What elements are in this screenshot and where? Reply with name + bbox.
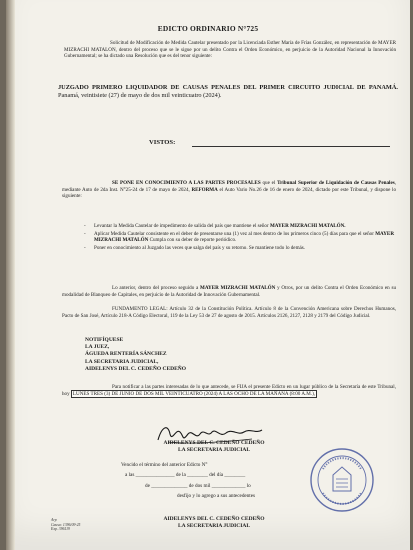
- list-item: [82, 245, 394, 252]
- file-reference: [51, 518, 80, 532]
- intro-text: Solicitud de Modificación de Medida Cautelar presentado por la Licenciada Esther María de Frías González, en representación de MAYER MIZRACHI MATALON, dentro del proceso que se le sigue por un delito Contra el Orden Económico, en perjuicio de la Autoridad Nacional la Innovación Gubernamental; se ha dictado una Resolución que es del tenor siguiente:: [64, 40, 396, 60]
- list-item: [82, 223, 394, 230]
- process-paragraph: [62, 285, 396, 298]
- secretary-name: AIDELENYS DEL C. CEDEÑO CEDEÑO: [163, 440, 265, 446]
- signature-block: [85, 337, 186, 373]
- expiry-line-3: de ______________ de dos mil _____________ lo: [145, 482, 251, 489]
- court-heading: [58, 84, 398, 99]
- secretary-name: AIDELENYS DEL C. CEDEÑO CEDEÑO: [85, 365, 187, 372]
- secretary-name: AIDELENYS DEL C. CEDEÑO CEDEÑO: [163, 516, 265, 522]
- file-number: Exp. 396119: [51, 527, 70, 532]
- secretary-title: LA SECRETARIA JUDICIAL: [177, 523, 251, 529]
- posting-date: LUNES TRES (3) DE JUNIO DE DOS MIL VEINTICUATRO (2024) A LAS OCHO DE LA MAÑANA (8:00 A.M.),: [72, 391, 316, 398]
- judge-name: ÁGUEDA RENTERÍA SÁNCHEZ: [85, 351, 167, 358]
- list-item-name: MAYER MIZRACHI MATALÓN: [94, 230, 394, 243]
- expiry-line-2: a las _______________ de la ________ del día ________: [125, 472, 246, 479]
- judge-title: LA JUEZ,: [85, 344, 110, 351]
- expiry-line-1: Vencido el término del anterior Edicto N°: [121, 462, 208, 468]
- vistos-heading: VISTOS:: [149, 139, 176, 146]
- expiry-line-4: desfijo y lo agrego a sus antecedentes: [177, 493, 256, 500]
- case-number: Causa: 1396/09-25: [51, 522, 81, 527]
- notice-text-1: que el: [260, 180, 278, 186]
- process-text-1: Lo anterior, dentro del proceso seguido a: [112, 285, 201, 291]
- document-page: [6, 0, 410, 550]
- secretary-signature-1: [134, 440, 294, 454]
- legal-basis-paragraph: [62, 306, 396, 319]
- list-item-text: Poner en conocimiento al Juzgado las veces que salga del país y su retorno. Se mantiene todo lo demás.: [94, 244, 306, 251]
- secretary-title: LA SECRETARIA JUDICIAL,: [85, 358, 159, 365]
- dispositions-list: [82, 223, 394, 252]
- court-seal-stamp: [309, 447, 375, 513]
- tribunal-name: Tribunal Superior de Liquidación de Causas Penales: [277, 180, 395, 186]
- list-item-text: Levantar la Medida Cautelar de impedimento de salida del país que mantiene el señor: [94, 223, 270, 229]
- vistos-rule: [192, 146, 390, 147]
- defendant-name: MAYER MIZRACHI MATALÓN: [200, 285, 276, 291]
- edict-title: EDICTO ORDINARIO N°725: [157, 24, 259, 33]
- reforma-word: REFORMA: [191, 186, 218, 193]
- intro-paragraph: [64, 40, 396, 60]
- notice-lead: SE PONE EN CONOCIMIENTO A LAS PARTES PROCESALES: [112, 180, 261, 186]
- notice-text-3: el Auto Vario No.26 de 16 de enero de 2024, dictado por este Tribunal, y dispone lo siguiente:: [62, 186, 397, 200]
- notice-paragraph: [62, 180, 396, 200]
- process-text-2: y Otros, por un delito Contra el Orden Económico en su modalidad de Blanqueo de Capitales, en perjuicio de la Autoridad de Innovación Gubernamental.: [62, 285, 396, 298]
- list-item-text: Aplicar Medida Cautelar consistente en el deber de presentarse una (1) vez al mes dentro de los primeros cinco (5) días para que el señor: [94, 230, 376, 237]
- court-name: JUZGADO PRIMERO LIQUIDADOR DE CAUSAS PENALES DEL PRIMER CIRCUITO JUDICIAL DE PANAMÁ.: [58, 84, 398, 91]
- initials: Arp: [51, 518, 57, 522]
- notice-text-2: , mediante Auto de 2da Inst. N°25-24 de 17 de mayo de 2024,: [62, 180, 396, 193]
- secretary-title: LA SECRETARIA JUDICIAL: [177, 447, 251, 453]
- secretary-signature-2: [134, 516, 294, 530]
- posting-paragraph: [62, 384, 396, 399]
- posting-text: Para notificar a las partes interesadas de lo que antecede, se FIJA el presente Edicto en un lugar público de la Secretaría de este Tribunal, hoy: [62, 384, 396, 398]
- legal-basis-text: FUNDAMENTO LEGAL: Artículo 32 de la Constitución Política. Artículo 8 de la Convención Americana sobre Derechos Humanos, Pacto de San José, Artículo 218-A Código Electoral, 119 de la Ley 53 de 27 de agosto de 2015. Artículos 2126, 2127, 2128 y 2179 del Código Judicial.: [62, 306, 396, 319]
- court-date: Panamá, veintisiete (27) de mayo de dos mil veinticuatro (2024).: [58, 91, 222, 99]
- expiry-section: [111, 460, 255, 502]
- notify-line: NOTIFÍQUESE: [85, 337, 124, 343]
- list-item: [82, 231, 394, 244]
- list-item-name: MAYER MIZRACHI MATALÓN.: [269, 223, 346, 229]
- list-item-text: Cumpla con su deber de reporte periódico.: [148, 237, 237, 243]
